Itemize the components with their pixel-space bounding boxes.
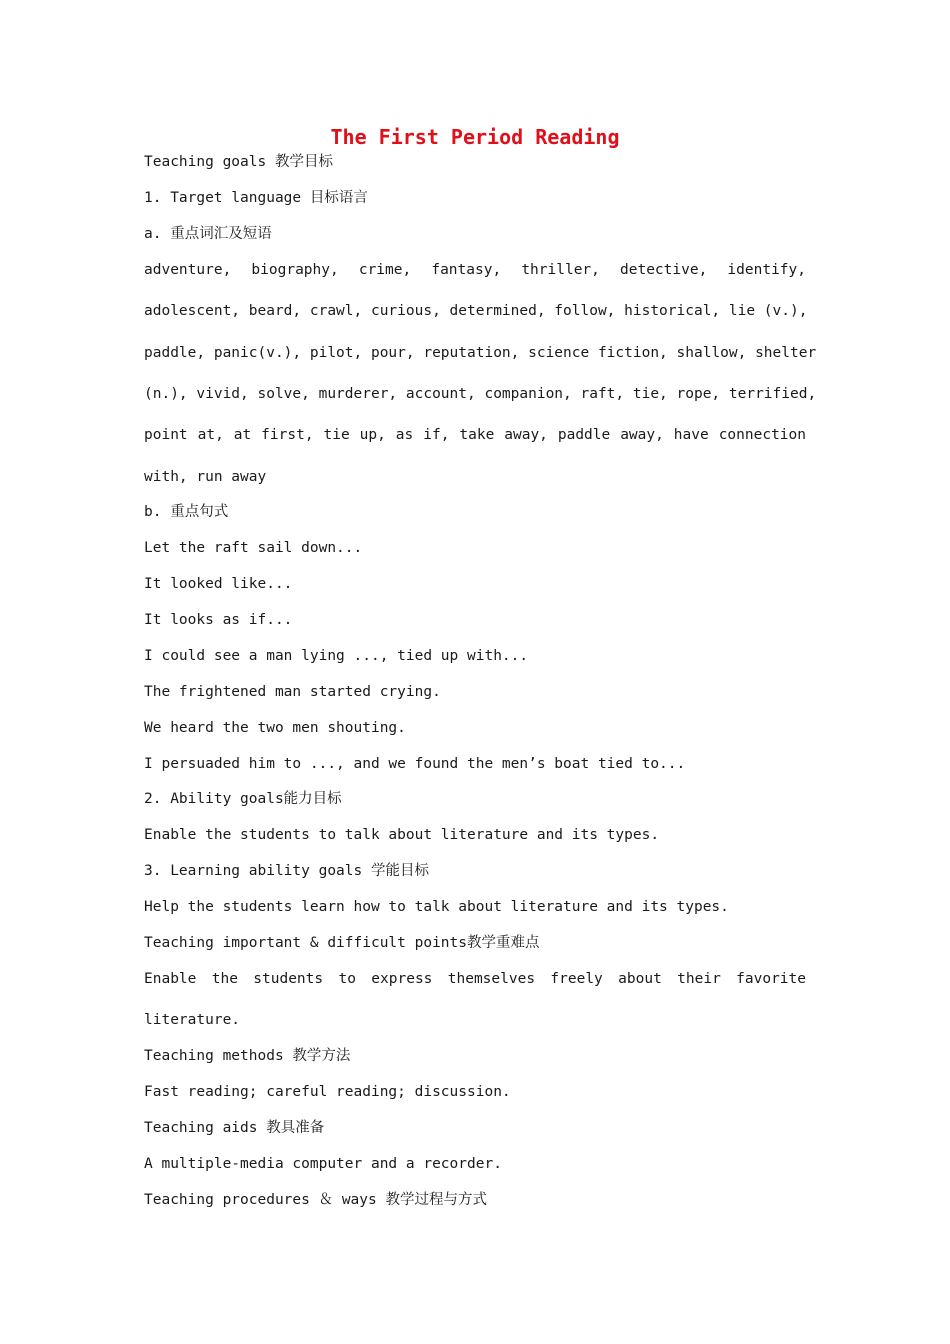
heading-important-difficult-points: Teaching important & difficult points教学重难点 [144,935,540,951]
body-text: Enable the students to talk about literature and its types. [144,827,660,843]
heading-target-language: 1. Target language 目标语言 [144,190,368,206]
sentence-pattern: We heard the two men shouting. [144,720,406,736]
heading-key-sentences: b. 重点句式 [144,504,229,520]
vocabulary-line: (n.), vivid, solve, murderer, account, companion, raft, tie, rope, terrified, [144,386,817,402]
sentence-pattern: I could see a man lying ..., tied up with... [144,648,529,664]
heading-teaching-methods: Teaching methods 教学方法 [144,1048,351,1064]
sentence-pattern: It looks as if... [144,612,293,628]
vocabulary-line: paddle, panic(v.), pilot, pour, reputation, science fiction, shallow, shelter [144,345,817,361]
vocabulary-line: adventure, biography, crime, fantasy, thriller, detective, identify, [144,262,806,278]
heading-teaching-goals: Teaching goals 教学目标 [144,154,333,170]
heading-ability-goals: 2. Ability goals能力目标 [144,791,342,807]
vocabulary-line: with, run away [144,469,267,485]
sentence-pattern: Let the raft sail down... [144,540,363,556]
document-title: The First Period Reading [330,125,620,149]
vocabulary-line: adolescent, beard, crawl, curious, determined, follow, historical, lie (v.), [144,303,808,319]
body-text: literature. [144,1012,241,1028]
heading-learning-ability-goals: 3. Learning ability goals 学能目标 [144,863,429,879]
sentence-pattern: The frightened man started crying. [144,684,441,700]
body-text: Help the students learn how to talk about literature and its types. [144,899,729,915]
sentence-pattern: I persuaded him to ..., and we found the men’s boat tied to... [144,756,686,772]
heading-teaching-aids: Teaching aids 教具准备 [144,1120,325,1136]
body-text: Fast reading; careful reading; discussion. [144,1084,511,1100]
body-text: A multiple-media computer and a recorder. [144,1156,502,1172]
sentence-pattern: It looked like... [144,576,293,592]
heading-key-vocabulary: a. 重点词汇及短语 [144,226,272,242]
heading-teaching-procedures: Teaching procedures ＆ ways 教学过程与方式 [144,1192,487,1208]
vocabulary-line: point at, at first, tie up, as if, take away, paddle away, have connection [144,427,806,443]
body-text: Enable the students to express themselves freely about their favorite [144,971,806,987]
